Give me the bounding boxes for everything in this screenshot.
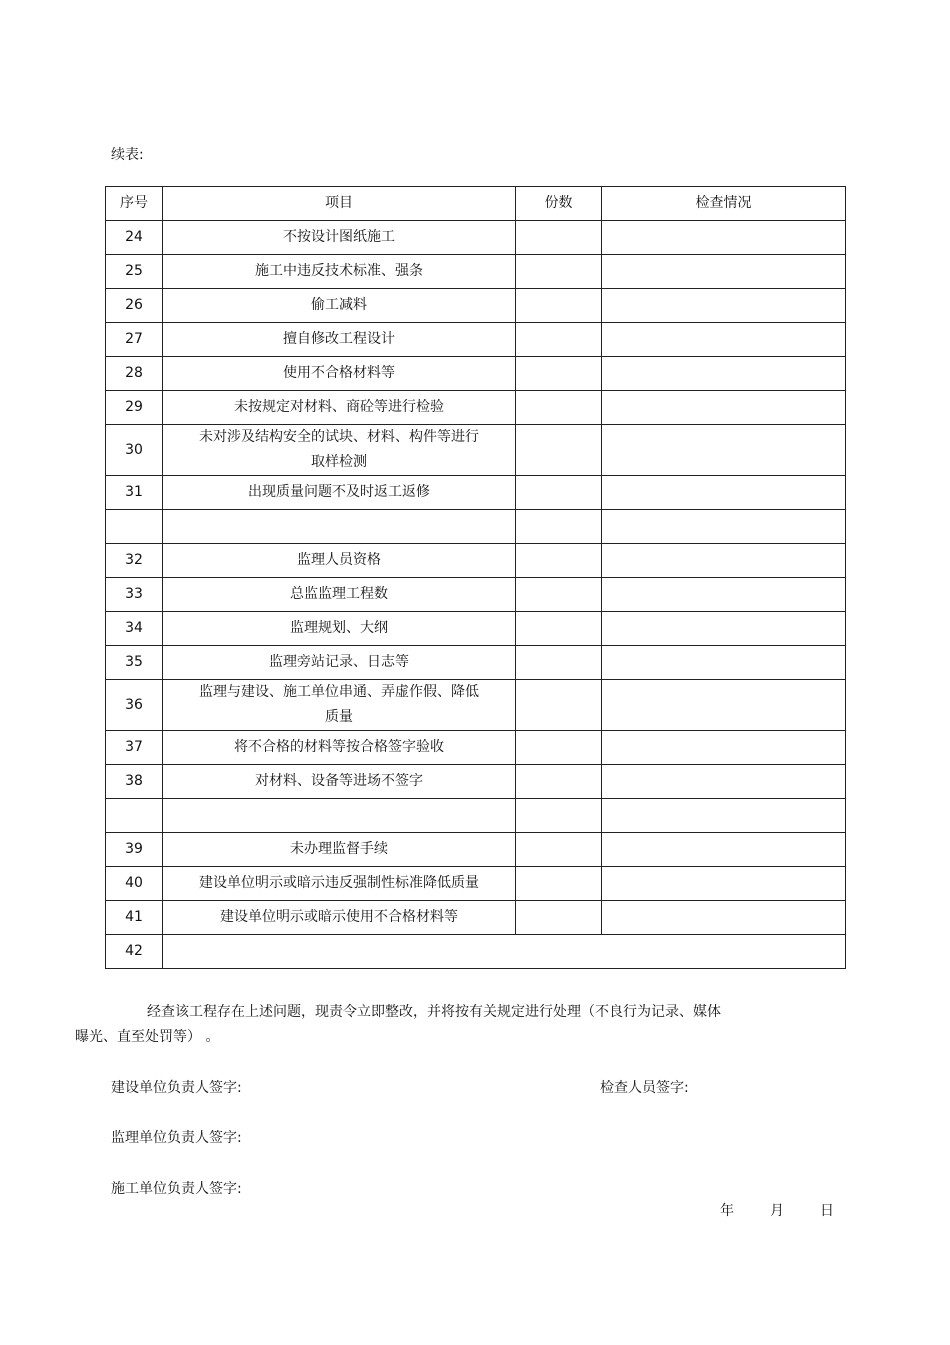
row-status[interactable] — [602, 323, 846, 357]
row-status[interactable] — [602, 680, 846, 731]
row-status[interactable] — [602, 799, 846, 833]
row-status[interactable] — [602, 578, 846, 612]
table-row — [106, 289, 846, 323]
row-no: 26 — [106, 289, 163, 323]
table-row — [106, 391, 846, 425]
date-year: 年 — [720, 1203, 734, 1219]
table-row-blank — [106, 799, 846, 833]
row-copies[interactable] — [516, 731, 602, 765]
row-no: 38 — [106, 765, 163, 799]
row-item: 擅自修改工程设计 — [163, 323, 516, 357]
row-status[interactable] — [602, 255, 846, 289]
table-row — [106, 731, 846, 765]
continued-label: 续表: — [111, 147, 144, 163]
table-row — [106, 357, 846, 391]
row-status[interactable] — [602, 425, 846, 476]
table-row — [106, 425, 846, 476]
note-line: 经查该工程存在上述问题，现责令立即整改，并将按有关规定进行处理（不良行为记录、媒体 — [147, 1004, 721, 1020]
row-item — [163, 425, 516, 476]
row-copies[interactable] — [516, 323, 602, 357]
table-row — [106, 901, 846, 935]
table-row — [106, 255, 846, 289]
table-row — [106, 680, 846, 731]
row-item: 出现质量问题不及时返工返修 — [163, 476, 516, 510]
row-no: 42 — [106, 935, 163, 969]
row-status[interactable] — [602, 731, 846, 765]
row-status[interactable] — [602, 476, 846, 510]
row-no: 28 — [106, 357, 163, 391]
row-status[interactable] — [602, 510, 846, 544]
row-no: 25 — [106, 255, 163, 289]
row-copies[interactable] — [516, 765, 602, 799]
row-no: 24 — [106, 221, 163, 255]
row-status[interactable] — [602, 289, 846, 323]
header-copies: 份数 — [516, 187, 602, 221]
row-item — [163, 510, 516, 544]
row-no: 37 — [106, 731, 163, 765]
signature-inspector[interactable]: 检查人员签字: — [600, 1080, 689, 1096]
row-no: 34 — [106, 612, 163, 646]
header-status: 检查情况 — [602, 187, 846, 221]
row-item: 不按设计图纸施工 — [163, 221, 516, 255]
signature-contractor[interactable]: 施工单位负责人签字: — [111, 1181, 242, 1197]
row-item: 对材料、设备等进场不签字 — [163, 765, 516, 799]
row-copies[interactable] — [516, 510, 602, 544]
table-row — [106, 578, 846, 612]
signature-construction-owner[interactable]: 建设单位负责人签字: — [111, 1080, 242, 1096]
row-status[interactable] — [602, 357, 846, 391]
row-status[interactable] — [602, 901, 846, 935]
table-row — [106, 544, 846, 578]
row-status[interactable] — [602, 391, 846, 425]
table-row — [106, 765, 846, 799]
date-line — [720, 1200, 834, 1220]
table-row — [106, 476, 846, 510]
row-copies[interactable] — [516, 289, 602, 323]
row-no: 27 — [106, 323, 163, 357]
row-merged-cell[interactable] — [163, 935, 846, 969]
row-copies[interactable] — [516, 578, 602, 612]
row-status[interactable] — [602, 544, 846, 578]
note-line: 曝光、直至处罚等） 。 — [75, 1029, 220, 1045]
row-copies[interactable] — [516, 544, 602, 578]
row-status[interactable] — [602, 221, 846, 255]
date-month: 月 — [770, 1203, 784, 1219]
row-copies[interactable] — [516, 255, 602, 289]
row-status[interactable] — [602, 833, 846, 867]
table-row — [106, 935, 846, 969]
row-copies[interactable] — [516, 680, 602, 731]
row-copies[interactable] — [516, 425, 602, 476]
row-no: 31 — [106, 476, 163, 510]
table-row — [106, 323, 846, 357]
row-item: 监理规划、大纲 — [163, 612, 516, 646]
row-item: 建设单位明示或暗示使用不合格材料等 — [163, 901, 516, 935]
row-item: 总监监理工程数 — [163, 578, 516, 612]
header-no: 序号 — [106, 187, 163, 221]
row-status[interactable] — [602, 765, 846, 799]
table-row — [106, 612, 846, 646]
row-no: 30 — [106, 425, 163, 476]
row-item: 建设单位明示或暗示违反强制性标准降低质量 — [163, 867, 516, 901]
table-row — [106, 833, 846, 867]
row-copies[interactable] — [516, 646, 602, 680]
row-no — [106, 510, 163, 544]
row-no: 29 — [106, 391, 163, 425]
row-copies[interactable] — [516, 799, 602, 833]
signature-supervision[interactable]: 监理单位负责人签字: — [111, 1130, 242, 1146]
row-copies[interactable] — [516, 391, 602, 425]
row-item: 未按规定对材料、商砼等进行检验 — [163, 391, 516, 425]
row-no: 32 — [106, 544, 163, 578]
row-copies[interactable] — [516, 357, 602, 391]
row-item-line: 监理与建设、施工单位串通、弄虚作假、降低 — [199, 684, 479, 700]
row-copies[interactable] — [516, 612, 602, 646]
table-row — [106, 221, 846, 255]
row-item: 未办理监督手续 — [163, 833, 516, 867]
row-no: 33 — [106, 578, 163, 612]
row-copies[interactable] — [516, 221, 602, 255]
date-day: 日 — [820, 1203, 834, 1219]
row-item: 监理人员资格 — [163, 544, 516, 578]
row-copies[interactable] — [516, 476, 602, 510]
row-item: 施工中违反技术标准、强条 — [163, 255, 516, 289]
row-item: 使用不合格材料等 — [163, 357, 516, 391]
row-item: 偷工减料 — [163, 289, 516, 323]
row-copies[interactable] — [516, 833, 602, 867]
table-row-blank — [106, 510, 846, 544]
row-item-line: 未对涉及结构安全的试块、材料、构件等进行 — [199, 429, 479, 445]
row-item: 监理旁站记录、日志等 — [163, 646, 516, 680]
row-no: 41 — [106, 901, 163, 935]
row-copies[interactable] — [516, 867, 602, 901]
row-status[interactable] — [602, 867, 846, 901]
table-header-row — [106, 187, 846, 221]
row-copies[interactable] — [516, 901, 602, 935]
row-status[interactable] — [602, 612, 846, 646]
row-no: 36 — [106, 680, 163, 731]
row-item-line: 取样检测 — [311, 454, 367, 470]
row-item: 将不合格的材料等按合格签字验收 — [163, 731, 516, 765]
row-item-line: 质量 — [325, 709, 353, 725]
table-row — [106, 646, 846, 680]
header-item: 项目 — [163, 187, 516, 221]
row-no: 35 — [106, 646, 163, 680]
row-no — [106, 799, 163, 833]
row-item — [163, 680, 516, 731]
row-no: 40 — [106, 867, 163, 901]
table-row — [106, 867, 846, 901]
row-no: 39 — [106, 833, 163, 867]
rectification-note — [75, 1000, 771, 1050]
inspection-table — [105, 186, 846, 969]
row-status[interactable] — [602, 646, 846, 680]
row-item — [163, 799, 516, 833]
